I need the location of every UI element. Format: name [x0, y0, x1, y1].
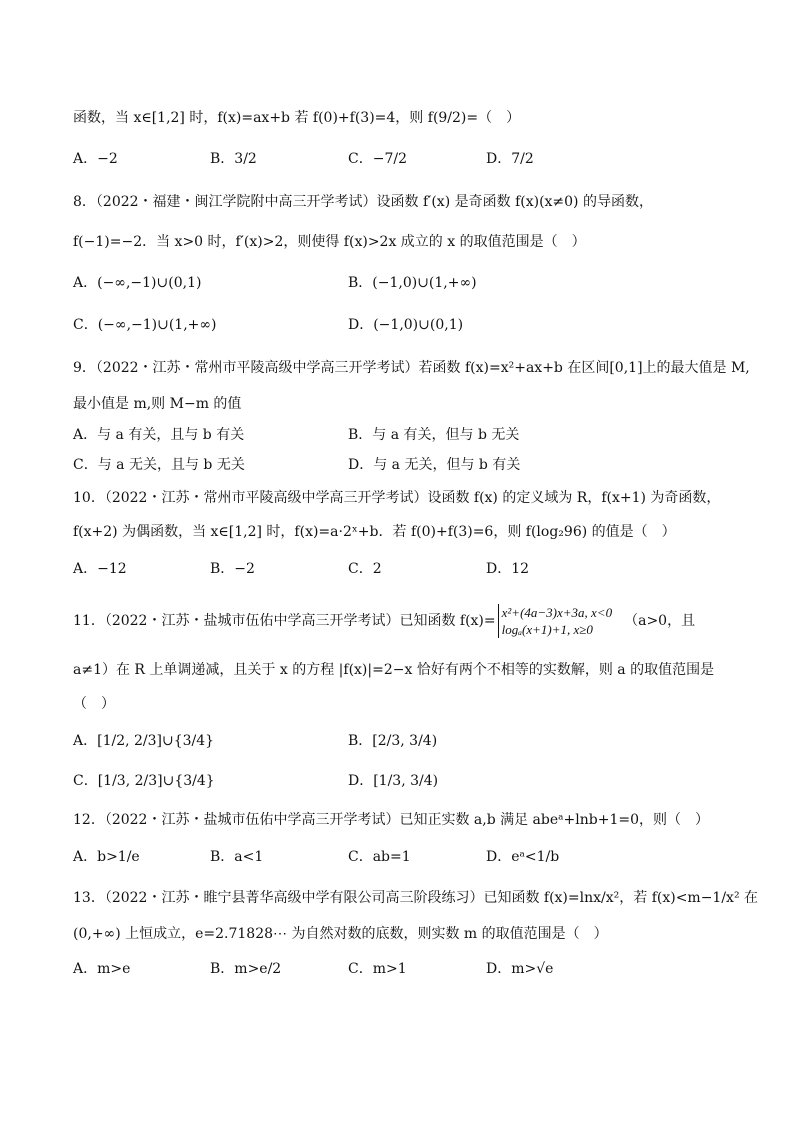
- q8-option-a[interactable]: A．(−∞,−1)∪(0,1): [73, 275, 202, 291]
- q7-option-a[interactable]: A．−2: [73, 151, 118, 167]
- q8-option-d[interactable]: D．(−1,0)∪(0,1): [348, 317, 464, 333]
- q11-option-a[interactable]: A．[1/2, 2/3]∪{3/4}: [73, 733, 215, 749]
- q11-stem-line2: a≠1）在 R 上单调递减，且关于 x 的方程 |f(x)|=2−x 恰好有两个不相等的实数解，则 a 的取值范围是: [73, 662, 715, 678]
- q11-stem-prefix: 11．（2022・江苏・盐城市伍佑中学高三开学考试）已知函数 f(x)=: [73, 613, 496, 629]
- q12-option-c[interactable]: C．ab=1: [348, 849, 411, 865]
- q10-option-d[interactable]: D．12: [486, 561, 530, 577]
- q10-stem-line1: 10．（2022・江苏・常州市平陵高级中学高三开学考试）设函数 f(x) 的定义域为 R，f(x+1) 为奇函数，: [73, 490, 721, 506]
- q10-option-b[interactable]: B．−2: [210, 561, 255, 577]
- q10-stem-line2: f(x+2) 为偶函数，当 x∈[1,2] 时，f(x)=a·2ˣ+b．若 f(0)+f(3)=6，则 f(log₂96) 的值是（ ）: [73, 524, 676, 540]
- q9-stem-line2: 最小值是 m,则 M−m 的值: [73, 396, 242, 412]
- q9-stem-line1: 9．（2022・江苏・常州市平陵高级中学高三开学考试）若函数 f(x)=x²+ax+b 在区间[0,1]上的最大值是 M,: [73, 360, 750, 376]
- q7-option-b[interactable]: B．3/2: [210, 151, 257, 167]
- q13-stem-line2: (0,+∞) 上恒成立，e=2.71828⋯ 为自然对数的底数，则实数 m 的取值范围是（ ）: [73, 926, 608, 942]
- q12-option-d[interactable]: D．eᵃ<1/b: [486, 849, 560, 865]
- q7-option-d[interactable]: D．7/2: [486, 151, 534, 167]
- q8-option-b[interactable]: B．(−1,0)∪(1,+∞): [348, 275, 477, 291]
- q11-option-b[interactable]: B．[2/3, 3/4): [348, 733, 438, 749]
- q9-option-d[interactable]: D．与 a 无关，但与 b 有关: [348, 457, 521, 473]
- q12-stem: 12．（2022・江苏・盐城市伍佑中学高三开学考试）已知正实数 a,b 满足 abeᵃ+lnb+1=0，则（ ）: [73, 812, 710, 828]
- q10-option-a[interactable]: A．−12: [73, 561, 127, 577]
- q11-piecewise-case1: x²+(4a−3)x+3a, x<0: [501, 605, 613, 620]
- question-7-stem-tail: 函数，当 x∈[1,2] 时，f(x)=ax+b 若 f(0)+f(3)=4，则 f(9/2)=（ ）: [73, 110, 521, 126]
- q11-piecewise-case2: logₐ(x+1)+1, x≥0: [501, 622, 593, 637]
- q11-piecewise: [498, 604, 612, 638]
- q9-option-c[interactable]: C．与 a 无关，且与 b 无关: [73, 457, 245, 473]
- q11-stem-line3: （ ）: [73, 696, 115, 712]
- q10-option-c[interactable]: C．2: [348, 561, 382, 577]
- q11-stem-line1: [73, 604, 724, 638]
- q9-option-b[interactable]: B．与 a 有关，但与 b 无关: [348, 427, 520, 443]
- q11-stem-suffix: （a>0，且: [624, 613, 696, 629]
- q13-option-a[interactable]: A．m>e: [73, 961, 131, 977]
- q12-option-a[interactable]: A．b>1/e: [73, 849, 140, 865]
- q8-option-c[interactable]: C．(−∞,−1)∪(1,+∞): [73, 317, 217, 333]
- q8-stem-line2: f(−1)=−2．当 x>0 时，f′(x)>2，则使得 f(x)>2x 成立的 x 的取值范围是（ ）: [73, 234, 586, 250]
- q11-option-d[interactable]: D．[1/3, 3/4): [348, 773, 439, 789]
- q9-option-a[interactable]: A．与 a 有关，且与 b 有关: [73, 427, 245, 443]
- q7-option-c[interactable]: C．−7/2: [348, 151, 407, 167]
- q11-option-c[interactable]: C．[1/3, 2/3]∪{3/4}: [73, 773, 215, 789]
- q13-option-d[interactable]: D．m>√e: [486, 961, 554, 977]
- q12-option-b[interactable]: B．a<1: [210, 849, 264, 865]
- q13-option-c[interactable]: C．m>1: [348, 961, 407, 977]
- q8-stem-line1: 8．（2022・福建・闽江学院附中高三开学考试）设函数 f′(x) 是奇函数 f(x)(x≠0) 的导函数，: [73, 194, 653, 210]
- q13-option-b[interactable]: B．m>e/2: [210, 961, 282, 977]
- q13-stem-line1: 13．（2022・江苏・睢宁县菁华高级中学有限公司高三阶段练习）已知函数 f(x)=lnx/x²，若 f(x)<m−1/x² 在: [73, 890, 759, 906]
